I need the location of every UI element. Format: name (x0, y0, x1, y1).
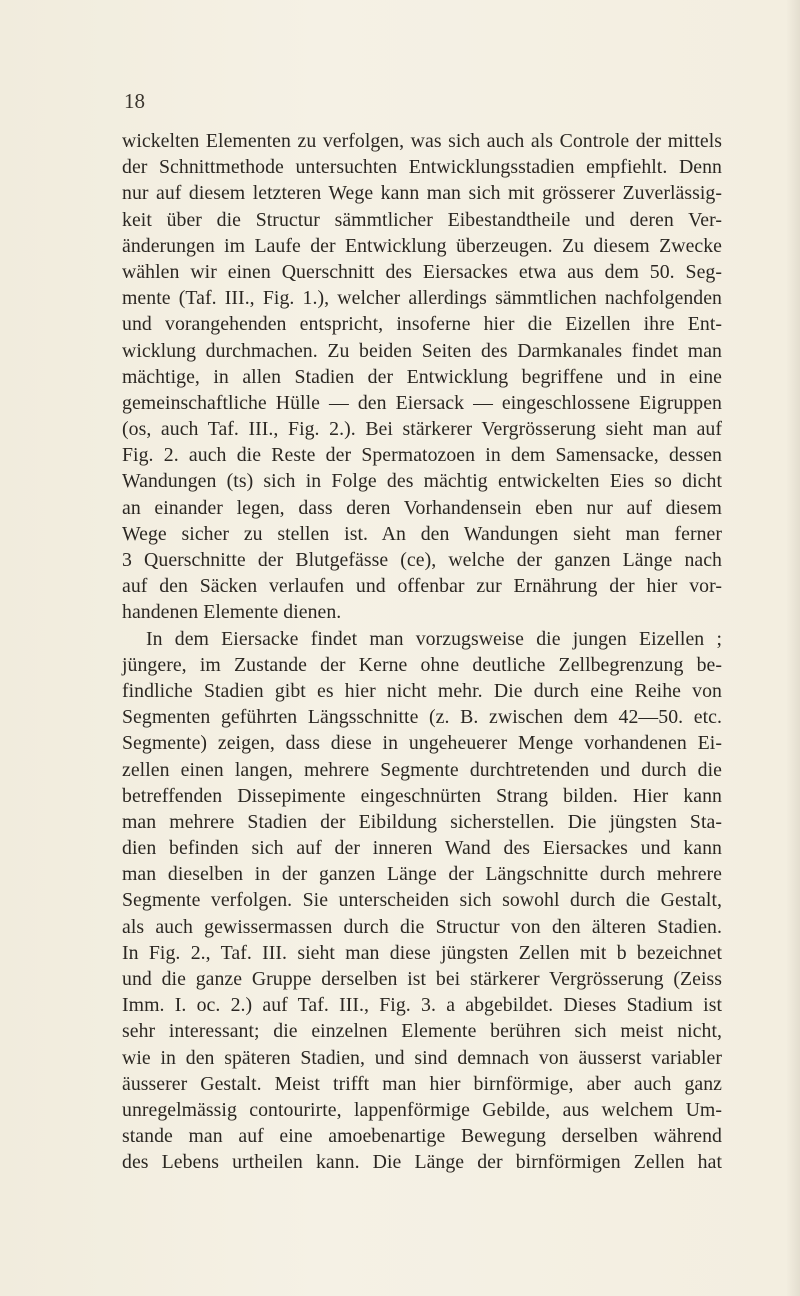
text-line: man mehrere Stadien der Eibildung sicherstellen. Die jüngsten Sta- (122, 810, 722, 833)
text-line: (os, auch Taf. III., Fig. 2.). Bei stärkerer Vergrösserung sieht man auf (122, 418, 722, 441)
text-line: an einander legen, dass deren Vorhandensein eben nur auf diesem (122, 496, 722, 519)
text-line: keit über die Structur sämmtlicher Eibestandtheile und deren Ver- (122, 208, 722, 231)
text-line: wählen wir einen Querschnitt des Eiersackes etwa aus dem 50. Seg- (122, 260, 722, 283)
text-line: Fig. 2. auch die Reste der Spermatozoen in dem Samensacke, dessen (122, 444, 722, 467)
text-line: Segmenten geführten Längsschnitte (z. B. zwischen dem 42—50. etc. (122, 706, 722, 729)
text-line: nur auf diesem letzteren Wege kann man sich mit grösserer Zuverlässig- (122, 182, 722, 205)
text-line: 3 Querschnitte der Blutgefässe (ce), welche der ganzen Länge nach (122, 549, 722, 571)
text-line: dien befinden sich auf der inneren Wand des Eiersackes und kann (122, 837, 722, 860)
text-line: stande man auf eine amoebenartige Bewegung derselben während (122, 1125, 722, 1148)
text-line: Segmente verfolgen. Sie unterscheiden sich sowohl durch die Gestalt, (122, 889, 722, 912)
text-line: änderungen im Laufe der Entwicklung überzeugen. Zu diesem Zwecke (122, 234, 722, 257)
page-edge-shadow (786, 0, 800, 1296)
text-line: zellen einen langen, mehrere Segmente durchtretenden und durch die (122, 758, 722, 781)
text-line: wickelten Elementen zu verfolgen, was sich auch als Controle der mittels (122, 130, 722, 152)
text-line: und vorangehenden entspricht, insoferne hier die Eizellen ihre Ent- (122, 313, 722, 336)
text-line: betreffenden Dissepimente eingeschnürten Strang bilden. Hier kann (122, 784, 722, 807)
text-line: äusserer Gestalt. Meist trifft man hier birnförmige, aber auch ganz (122, 1072, 722, 1095)
text-line: des Lebens urtheilen kann. Die Länge der birnförmigen Zellen hat (122, 1151, 722, 1174)
page-number: 18 (124, 89, 145, 113)
text-line: In dem Eiersacke findet man vorzugsweise die jungen Eizellen ; (146, 627, 722, 650)
text-line: der Schnittmethode untersuchten Entwicklungsstadien empfiehlt. Denn (122, 156, 722, 179)
text-line: mächtige, in allen Stadien der Entwicklung begriffene und in eine (122, 365, 722, 388)
text-line: Wege sicher zu stellen ist. An den Wandungen sieht man ferner (122, 522, 722, 545)
text-line: findliche Stadien gibt es hier nicht mehr. Die durch eine Reihe von (122, 679, 722, 702)
text-line: In Fig. 2., Taf. III. sieht man diese jüngsten Zellen mit b bezeichnet (122, 941, 722, 964)
text-line: als auch gewissermassen durch die Structur von den älteren Stadien. (122, 915, 722, 938)
text-line: Imm. I. oc. 2.) auf Taf. III., Fig. 3. a abgebildet. Dieses Stadium ist (122, 994, 722, 1017)
text-line: gemeinschaftliche Hülle — den Eiersack — eingeschlossene Eigruppen (122, 391, 722, 414)
text-line: jüngere, im Zustande der Kerne ohne deutliche Zellbegrenzung be- (122, 653, 722, 676)
text-line: wie in den späteren Stadien, und sind demnach von äusserst variabler (122, 1046, 722, 1069)
text-line: handenen Elemente dienen. (122, 601, 342, 624)
text-line: sehr interessant; die einzelnen Elemente berühren sich meist nicht, (122, 1020, 722, 1043)
text-line: auf den Säcken verlaufen und offenbar zur Ernährung der hier vor- (122, 575, 722, 598)
text-line: wicklung durchmachen. Zu beiden Seiten des Darmkanales findet man (122, 339, 722, 362)
text-line: Segmente) zeigen, dass diese in ungeheuerer Menge vorhandenen Ei- (122, 732, 722, 755)
text-line: Wandungen (ts) sich in Folge des mächtig entwickelten Eies so dicht (122, 470, 722, 493)
body-text (122, 128, 722, 1176)
text-line: unregelmässig contourirte, lappenförmige Gebilde, aus welchem Um- (122, 1098, 722, 1121)
text-line: mente (Taf. III., Fig. 1.), welcher allerdings sämmtlichen nachfolgenden (122, 287, 722, 310)
text-line: und die ganze Gruppe derselben ist bei stärkerer Vergrösserung (Zeiss (122, 968, 722, 990)
text-line: man dieselben in der ganzen Länge der Längschnitte durch mehrere (122, 863, 722, 886)
